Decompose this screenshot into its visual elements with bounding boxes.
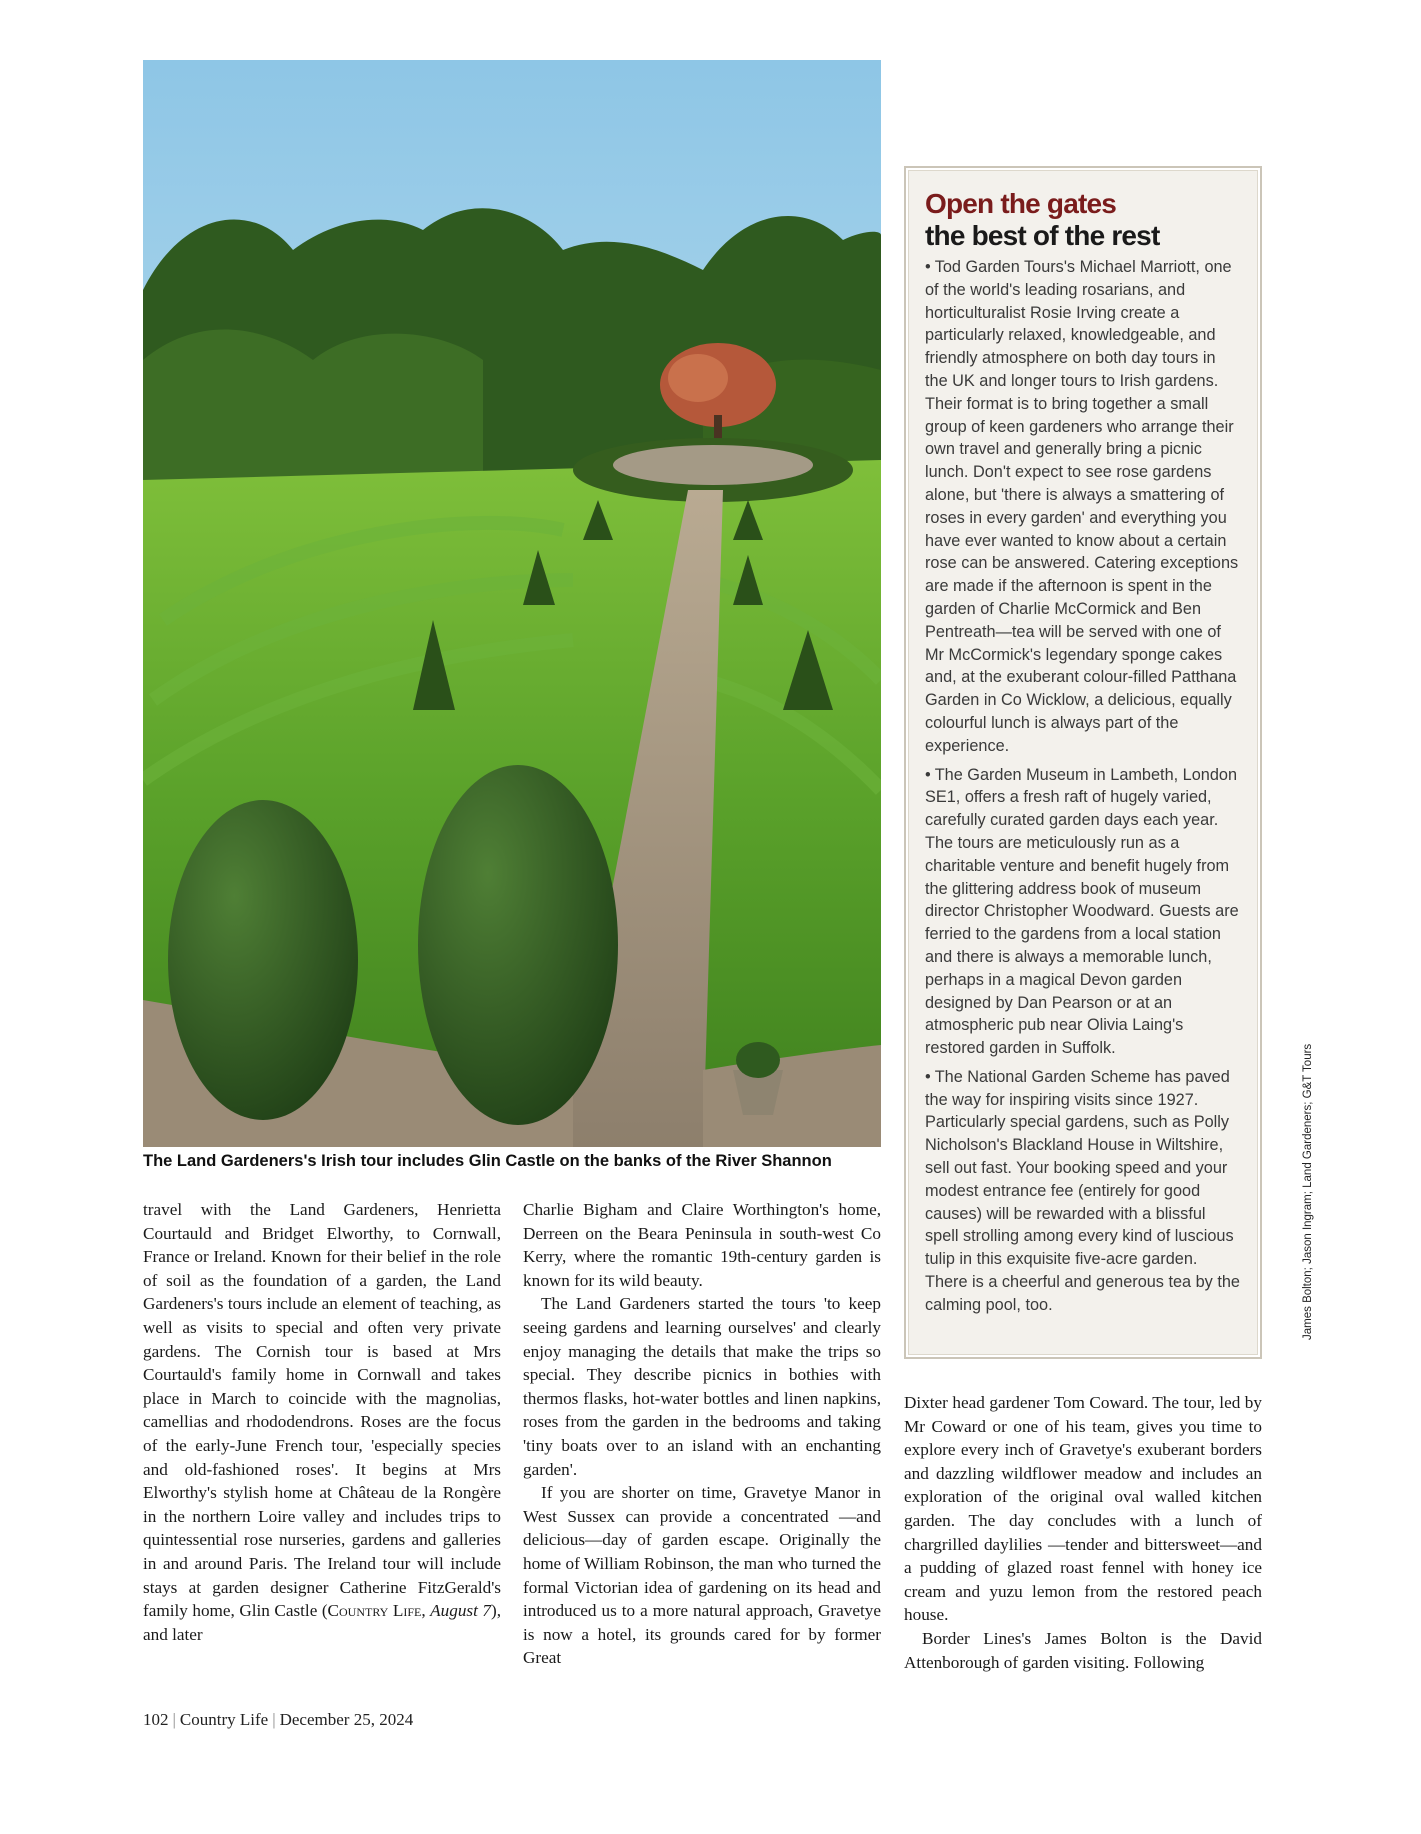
issue-date: December 25, 2024 [279, 1710, 414, 1729]
sidebar-item [925, 256, 1240, 758]
issue-date-reference: August 7 [430, 1601, 491, 1621]
sidebar-item-text: The National Garden Scheme has paved the way for inspiring visits since 1927. Particularly special gardens, such as Polly Nicholson's Blackland House in Wiltshire, sell out fast. Your booking speed and your modest entrance fee (entirely for good causes) will be rewarded with a blissful spell strolling among every kind of luscious tulip in this exquisite five-acre garden. There is a cheerful and generous tea by the calming pool, too. [925, 1067, 1240, 1314]
bullet-icon: • [925, 258, 931, 276]
footer-separator: | [172, 1710, 176, 1729]
article-paragraph: Charlie Bigham and Claire Worthington's home, Derreen on the Beara Peninsula in south-west Co Kerry, where the romantic 19th-century garden is known for its wild beauty. [523, 1200, 881, 1290]
sidebar-item [925, 1066, 1240, 1317]
paragraph-text-end: ), and later [143, 1601, 501, 1644]
sidebar-title: Open the gates [925, 188, 1117, 219]
page-number: 102 [143, 1710, 169, 1729]
sidebar-box [904, 166, 1262, 1359]
bullet-icon: • [925, 1067, 931, 1086]
photo-credit: James Bolton; Jason Ingram; Land Gardeners; G&T Tours [1302, 1043, 1314, 1340]
article-column-2 [523, 1198, 881, 1670]
article-paragraph: The Land Gardeners started the tours 'to keep seeing gardens and learning ourselves' and clearly enjoy managing the details that make the trips so special. They describe picnics in bothies with thermos flasks, hot-water bottles and linen napkins, roses from the garden in the bedrooms and taking 'tiny boats over to an island with an enchanting garden'. [523, 1294, 881, 1479]
sidebar-item-text: Tod Garden Tours's Michael Marriott, one of the world's leading rosarians, and horticulturalist Rosie Irving create a particularly relaxed, knowledgeable, and friendly atmosphere on both day tours in the UK and longer tours to Irish gardens. Their format is to bring together a small group of keen gardeners who arrange their own travel and generally bring a picnic lunch. Don't expect to see rose gardens alone, but 'there is always a smattering of roses in every garden' and everything you have ever wanted to know about a certain rose can be answered. Catering exceptions are made if the afternoon is spent in the garden of Charlie McCormick and Ben Pentreath—tea will be served with one of Mr McCormick's legendary sponge cakes and, at the exuberant colour-filled Patthana Garden in Co Wicklow, a delicious, equally colourful lunch is always part of the experience. [925, 258, 1239, 755]
garden-photo [143, 60, 881, 1147]
sidebar-item-text: The Garden Museum in Lambeth, London SE1, offers a fresh raft of hugely varied, carefully curated garden days each year. The tours are meticulously run as a charitable venture and benefit hugely from the glittering address book of museum director Christopher Woodward. Guests are ferried to the gardens from a local station and there is always a memorable lunch, perhaps in a magical Devon garden designed by Dan Pearson or at an atmospheric pub near Olivia Laing's restored garden in Suffolk. [925, 765, 1239, 1058]
magazine-reference: Country Life [327, 1601, 422, 1621]
glin-castle-garden-image [143, 60, 881, 1147]
article-column-3 [904, 1391, 1262, 1674]
article-paragraph: Dixter head gardener Tom Coward. The tour, led by Mr Coward or one of his team, gives you time to explore every inch of Gravetye's exuberant borders and dazzling wildflower meadow and includes an exploration of the original oval walled kitchen garden. The day concludes with a lunch of chargrilled daylilies —tender and bittersweet—and a pudding of glazed roast fennel with honey ice cream and yuzu lemon from the restored peach house. [904, 1393, 1262, 1625]
sidebar-subtitle: the best of the rest [925, 220, 1160, 251]
footer-separator: | [272, 1710, 276, 1729]
bullet-icon: • [925, 765, 931, 784]
sidebar-item [925, 764, 1240, 1060]
article-paragraph [143, 1198, 501, 1646]
page-footer [143, 1710, 413, 1730]
article-paragraph: Border Lines's James Bolton is the David Attenborough of garden visiting. Following [904, 1628, 1262, 1672]
article-paragraph: If you are shorter on time, Gravetye Manor in West Sussex can provide a concentrated —and delicious—day of garden escape. Originally the home of William Robinson, the man who turned the formal Victorian idea of gardening on its head and introduced us to a more natural approach, Gravetye is now a hotel, its grounds cared for by former Great [523, 1483, 881, 1668]
reference-separator: , [421, 1601, 431, 1621]
magazine-name: Country Life [179, 1710, 269, 1729]
paragraph-text: travel with the Land Gardeners, Henrietta Courtauld and Bridget Elworthy, to Cornwall, France or Ireland. Known for their belief in the role of soil as the foundation of a garden, the Land Gardeners's tours include an element of teaching, as well as visits to special and often very private gardens. The Cornish tour is based at Mrs Courtauld's family home in Cornwall and takes place in March to coincide with the magnolias, camellias and rhododendrons. Roses are the focus of the early-June French tour, 'especially species and old-fashioned roses'. It begins at Mrs Elworthy's stylish home at Château de la Rongère in the northern Loire valley and includes trips to quintessential rose nurseries, gardens and galleries in and around Paris. The Ireland tour will include stays at garden designer Catherine FitzGerald's family home, Glin Castle ( [143, 1200, 501, 1621]
photo-caption: The Land Gardeners's Irish tour includes Glin Castle on the banks of the River Shannon [143, 1152, 832, 1170]
article-column-1 [143, 1198, 501, 1646]
